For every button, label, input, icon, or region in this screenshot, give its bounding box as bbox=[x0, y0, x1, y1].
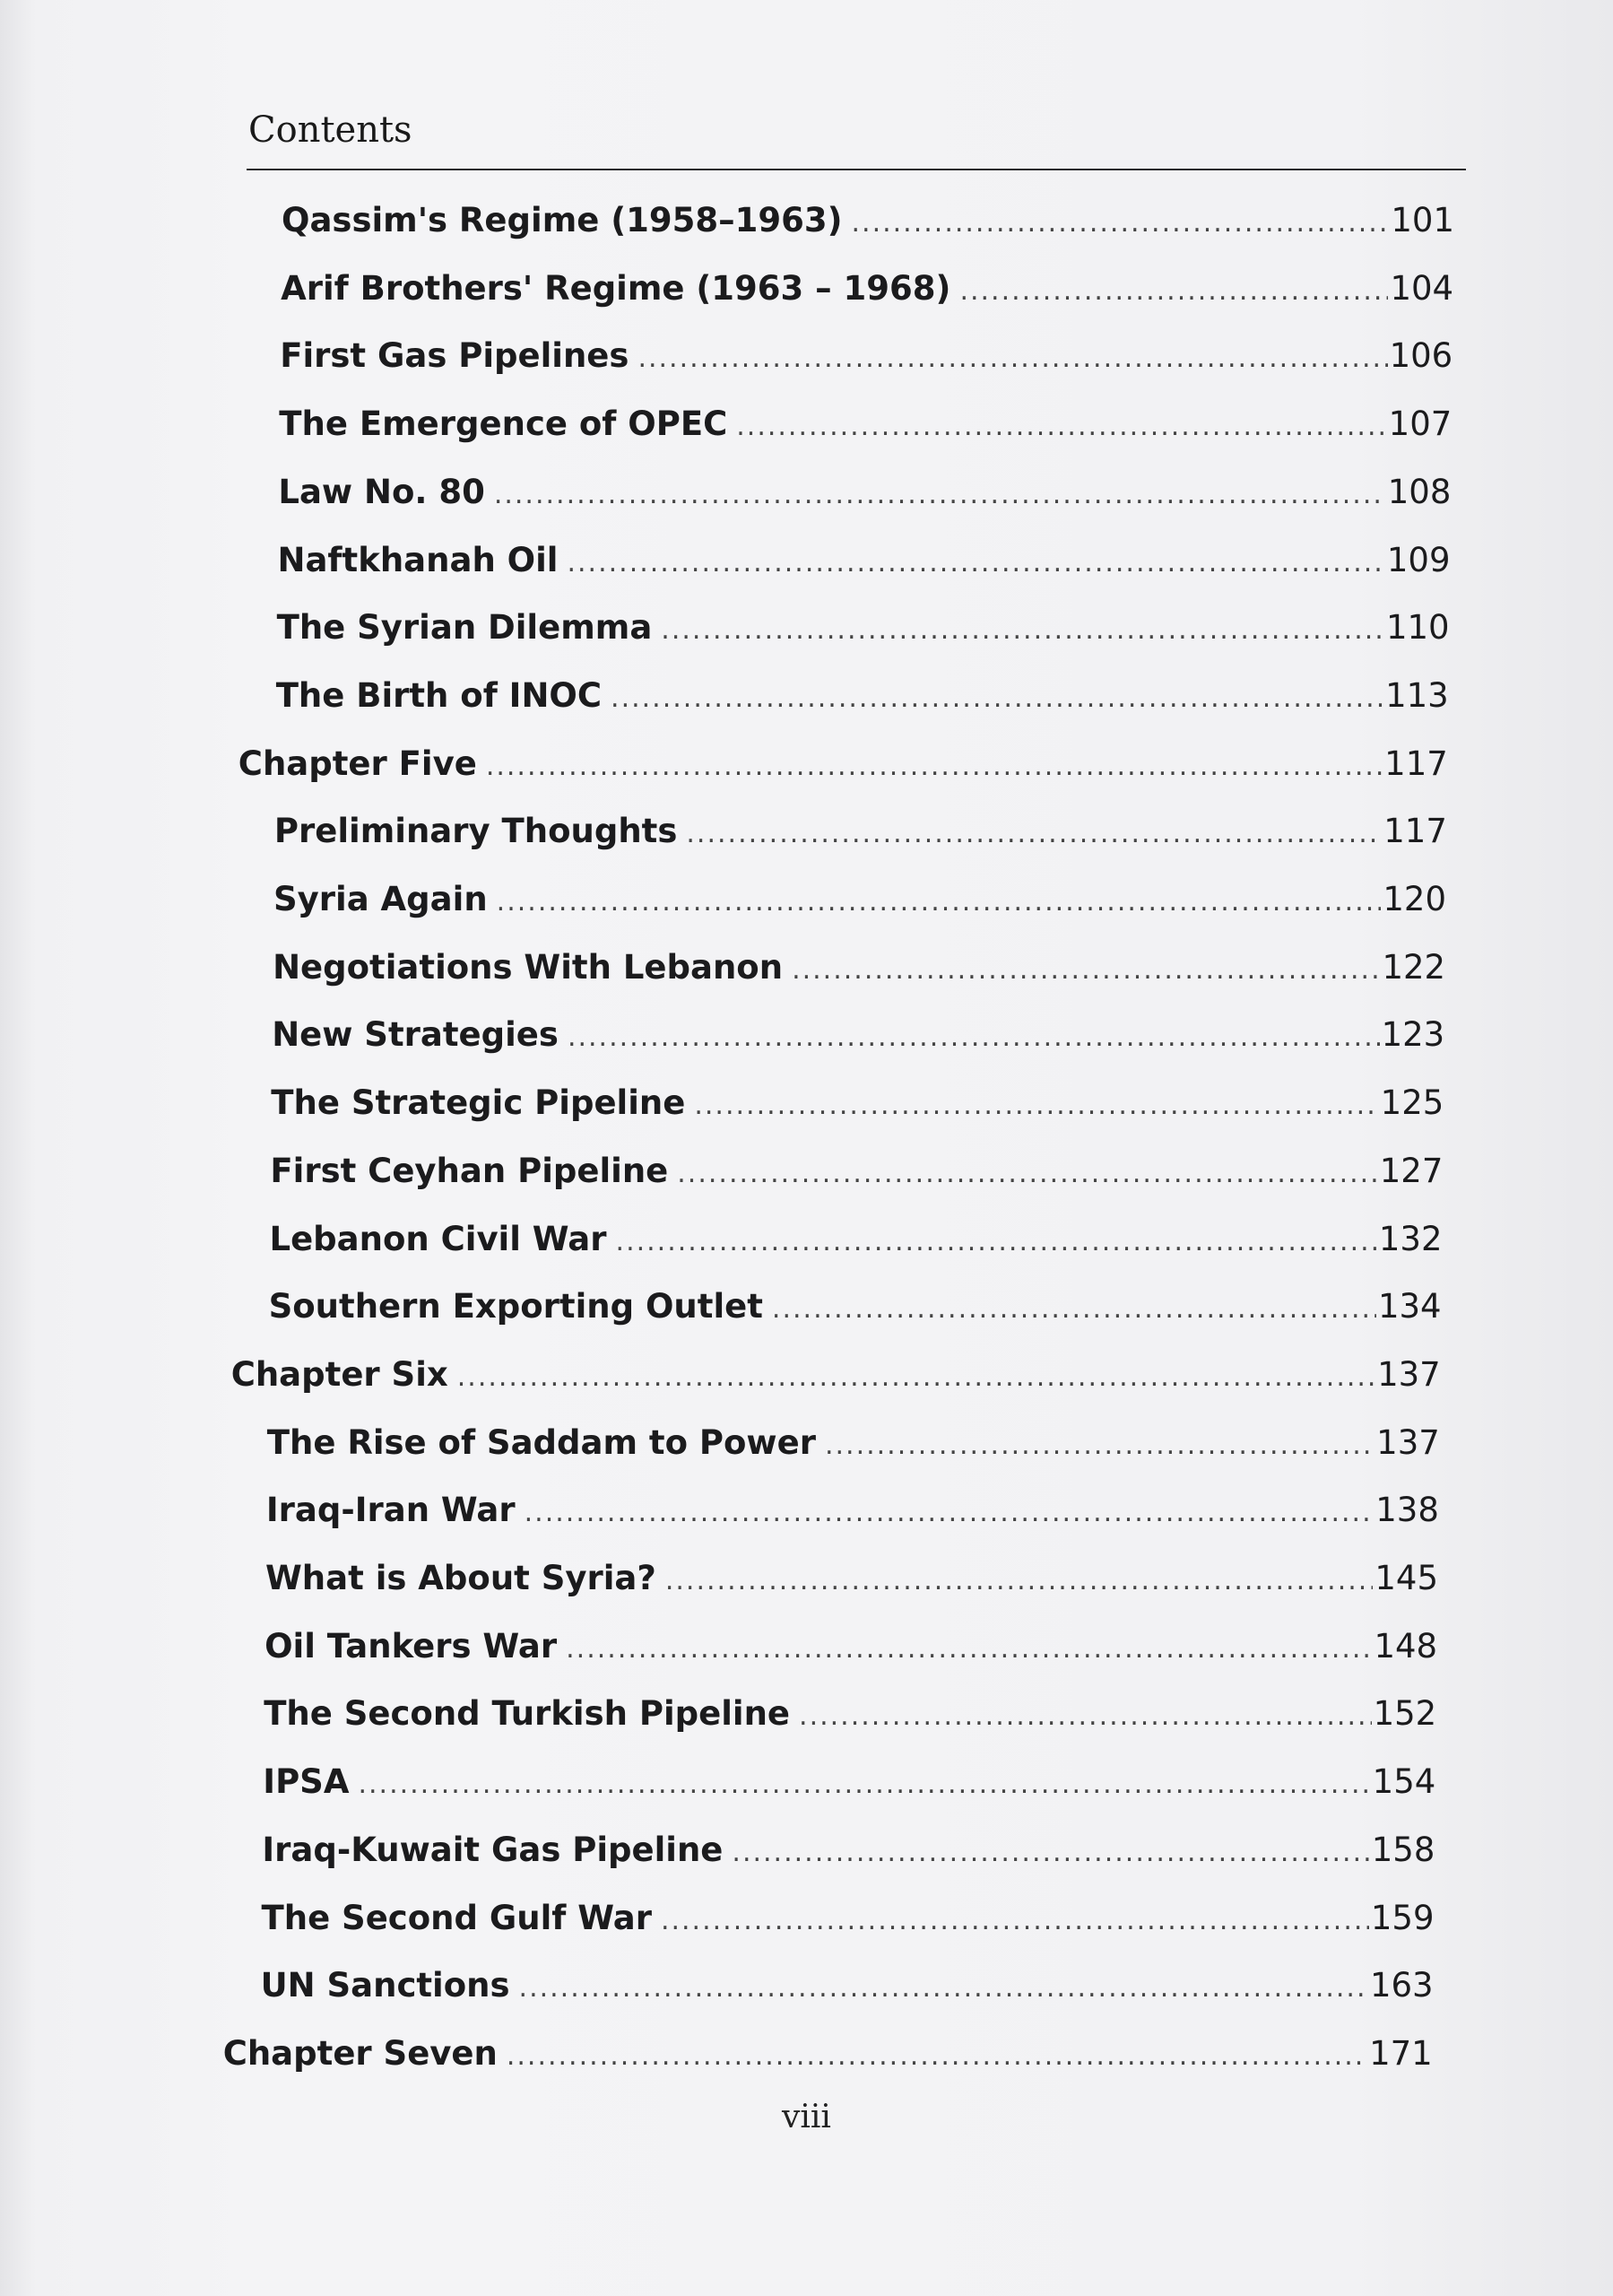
toc-entry[interactable] bbox=[273, 874, 1446, 925]
dot-leader bbox=[519, 1963, 1368, 2013]
toc-section-title: Qassim's Regime (1958–1963) bbox=[282, 201, 843, 239]
dot-leader bbox=[457, 1352, 1375, 1403]
toc-page-number: 148 bbox=[1374, 1626, 1438, 1665]
toc-section-title: Iraq-Iran War bbox=[265, 1491, 516, 1530]
dot-leader bbox=[732, 1828, 1369, 1878]
toc-page-number: 107 bbox=[1388, 404, 1453, 444]
dot-leader bbox=[494, 470, 1386, 520]
toc-entry[interactable] bbox=[263, 1757, 1435, 1807]
toc-entry[interactable] bbox=[271, 1078, 1444, 1128]
toc-entry[interactable] bbox=[266, 1485, 1439, 1535]
dot-leader bbox=[567, 538, 1384, 588]
toc-section-title: The Syrian Dilemma bbox=[276, 608, 653, 648]
toc-section-title: Syria Again bbox=[273, 880, 488, 918]
dot-leader bbox=[358, 1760, 1370, 1810]
toc-entry[interactable] bbox=[265, 1553, 1438, 1604]
header-title: Contents bbox=[248, 109, 412, 151]
toc-section-title: UN Sanctions bbox=[260, 1966, 510, 2005]
dot-leader bbox=[661, 605, 1384, 656]
toc-section-title: Southern Exporting Outlet bbox=[268, 1287, 763, 1326]
dot-leader bbox=[507, 2031, 1367, 2082]
toc-entry[interactable] bbox=[264, 1622, 1437, 1672]
toc-page-number: 154 bbox=[1372, 1762, 1436, 1802]
toc-page-number: 127 bbox=[1379, 1151, 1444, 1190]
toc-chapter-title: Chapter Six bbox=[230, 1354, 448, 1394]
toc-page-number: 138 bbox=[1375, 1491, 1439, 1530]
toc-page-number: 152 bbox=[1373, 1694, 1437, 1734]
toc-page-number: 104 bbox=[1390, 268, 1454, 308]
toc-section-title: The Second Gulf War bbox=[261, 1898, 652, 1937]
dot-leader bbox=[959, 266, 1388, 317]
toc-page-number: 110 bbox=[1385, 608, 1450, 648]
toc-page-number: 113 bbox=[1385, 675, 1449, 715]
toc-page-number: 109 bbox=[1386, 540, 1451, 579]
toc-entry[interactable] bbox=[278, 535, 1451, 586]
toc-section-title: Iraq-Kuwait Gas Pipeline bbox=[262, 1830, 724, 1869]
toc-page-number: 171 bbox=[1369, 2033, 1433, 2073]
toc-page-number: 108 bbox=[1387, 472, 1452, 511]
toc-entry[interactable] bbox=[281, 264, 1453, 314]
toc-entry[interactable] bbox=[231, 1350, 1441, 1400]
toc-page-number: 117 bbox=[1384, 744, 1448, 783]
dot-leader bbox=[566, 1624, 1372, 1674]
dot-leader bbox=[665, 1556, 1374, 1606]
toc-page-number: 120 bbox=[1383, 880, 1446, 918]
toc-entry[interactable] bbox=[277, 603, 1450, 653]
toc-page-number: 134 bbox=[1377, 1287, 1442, 1326]
toc-page-number: 159 bbox=[1370, 1898, 1435, 1937]
toc-entry[interactable] bbox=[270, 1214, 1443, 1265]
dot-leader bbox=[611, 674, 1383, 724]
toc-page-number: 137 bbox=[1376, 1422, 1440, 1462]
toc-entry[interactable] bbox=[272, 1010, 1444, 1060]
toc-page-number: 117 bbox=[1383, 812, 1447, 851]
toc-section-title: Preliminary Thoughts bbox=[273, 812, 678, 851]
toc-section-title: Lebanon Civil War bbox=[269, 1219, 607, 1258]
toc-page-number: 123 bbox=[1381, 1015, 1445, 1055]
toc-entry[interactable] bbox=[276, 671, 1449, 721]
toc-entry[interactable] bbox=[279, 399, 1452, 449]
dot-leader bbox=[616, 1217, 1377, 1267]
toc-section-title: Negotiations With Lebanon bbox=[273, 947, 784, 987]
dot-leader bbox=[772, 1284, 1376, 1335]
toc-section-title: The Rise of Saddam to Power bbox=[266, 1422, 816, 1462]
toc-page-number: 132 bbox=[1378, 1219, 1443, 1258]
toc-page-number: 158 bbox=[1371, 1830, 1435, 1869]
dot-leader bbox=[852, 198, 1390, 248]
dot-leader bbox=[825, 1421, 1375, 1471]
toc-section-title: What is About Syria? bbox=[265, 1559, 656, 1597]
dot-leader bbox=[637, 334, 1387, 384]
page-number: viii bbox=[782, 2099, 831, 2135]
dot-leader bbox=[661, 1896, 1369, 1946]
toc-entry[interactable] bbox=[270, 1146, 1443, 1196]
toc-entry[interactable] bbox=[274, 806, 1447, 857]
toc-section-title: Law No. 80 bbox=[278, 472, 485, 511]
dot-leader bbox=[677, 1149, 1378, 1199]
toc-chapter-title: Chapter Five bbox=[238, 744, 477, 783]
toc-section-title: First Gas Pipelines bbox=[280, 336, 629, 376]
toc-page-number: 145 bbox=[1375, 1559, 1438, 1597]
toc-entry[interactable] bbox=[238, 739, 1448, 789]
toc-entry[interactable] bbox=[223, 2029, 1433, 2079]
toc-section-title: Oil Tankers War bbox=[264, 1626, 558, 1665]
dot-leader bbox=[792, 945, 1380, 996]
dot-leader bbox=[694, 1081, 1378, 1131]
toc-section-title: The Strategic Pipeline bbox=[271, 1083, 686, 1123]
toc-section-title: Arif Brothers' Regime (1963 – 1968) bbox=[281, 268, 951, 308]
dot-leader bbox=[497, 877, 1382, 927]
toc-page-number: 163 bbox=[1369, 1966, 1434, 2005]
dot-leader bbox=[525, 1488, 1375, 1538]
dot-leader bbox=[736, 402, 1386, 452]
dot-leader bbox=[486, 742, 1383, 792]
toc-page-number: 101 bbox=[1391, 201, 1454, 239]
toc-entry[interactable] bbox=[262, 1893, 1435, 1944]
toc-section-title: Naftkhanah Oil bbox=[277, 540, 559, 579]
toc-page-number: 125 bbox=[1380, 1083, 1444, 1123]
toc-section-title: New Strategies bbox=[272, 1015, 559, 1055]
toc-entry[interactable] bbox=[280, 331, 1453, 381]
dot-leader bbox=[568, 1013, 1380, 1063]
dot-leader bbox=[686, 809, 1382, 859]
toc-section-title: The Emergence of OPEC bbox=[279, 404, 728, 444]
toc-chapter-title: Chapter Seven bbox=[222, 2033, 498, 2073]
toc-entry[interactable] bbox=[269, 1282, 1442, 1332]
toc-section-title: The Birth of INOC bbox=[275, 675, 603, 715]
toc-entry[interactable] bbox=[264, 1689, 1436, 1739]
toc-page-number: 122 bbox=[1382, 947, 1446, 987]
toc-entry[interactable] bbox=[273, 943, 1445, 993]
toc-entry[interactable] bbox=[278, 467, 1451, 517]
toc-entry[interactable] bbox=[267, 1418, 1440, 1468]
toc-section-title: The Second Turkish Pipeline bbox=[264, 1694, 791, 1734]
toc-page-number: 106 bbox=[1389, 336, 1453, 376]
toc-entry[interactable] bbox=[282, 196, 1454, 246]
toc-page-number: 137 bbox=[1377, 1354, 1441, 1394]
toc-entry[interactable] bbox=[262, 1825, 1435, 1875]
toc-section-title: IPSA bbox=[263, 1762, 350, 1802]
toc-entry[interactable] bbox=[261, 1961, 1434, 2011]
toc-section-title: First Ceyhan Pipeline bbox=[270, 1151, 669, 1190]
dot-leader bbox=[799, 1692, 1372, 1742]
